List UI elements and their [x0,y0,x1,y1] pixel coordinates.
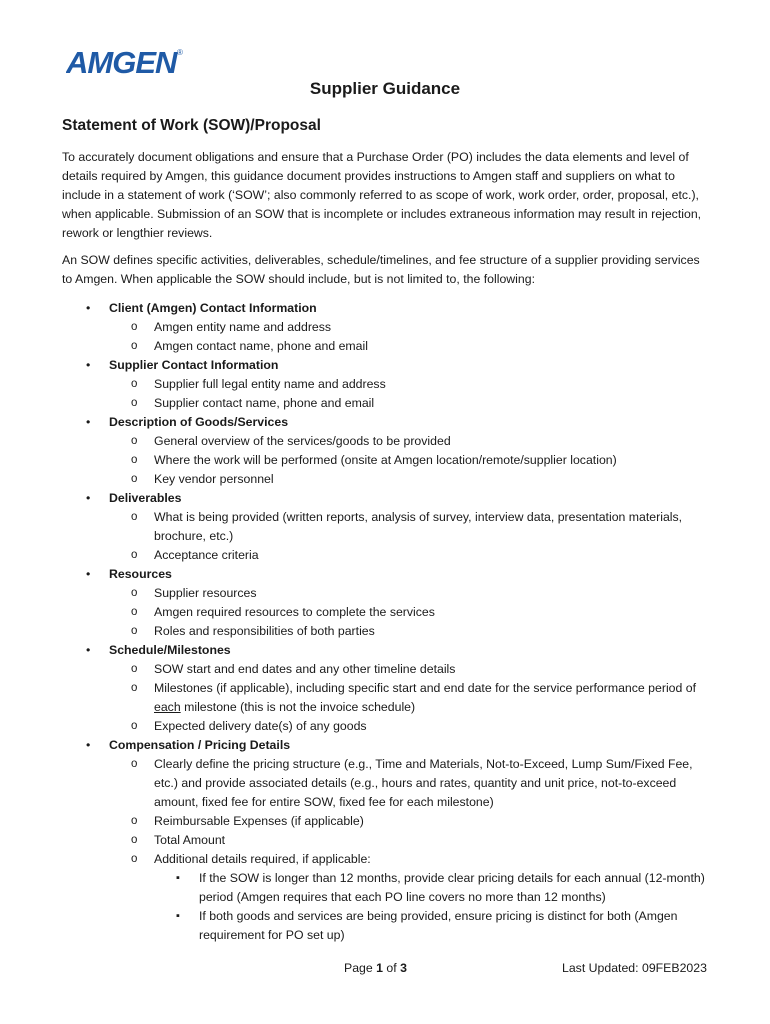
list-item: o General overview of the services/goods to be provided [0,432,770,451]
list-item: o SOW start and end dates and any other timeline details [0,660,770,679]
section-heading-compensation: • Compensation / Pricing Details [0,736,770,755]
section-heading-resources: • Resources [0,565,770,584]
page-total: 3 [400,961,407,975]
section-subtitle: Statement of Work (SOW)/Proposal [62,117,321,134]
list-item: o Expected delivery date(s) of any goods [0,717,770,736]
list-item: o Reimbursable Expenses (if applicable) [0,812,770,831]
list-item: o Roles and responsibilities of both parties [0,622,770,641]
milestone-text-underlined: each [154,700,181,714]
list-item: o Total Amount [0,831,770,850]
list-item: o Key vendor personnel [0,470,770,489]
list-item: o Supplier full legal entity name and address [0,375,770,394]
list-item-milestones [0,679,770,717]
list-item: o Where the work will be performed (onsite at Amgen location/remote/supplier location) [0,451,770,470]
milestone-text-after: milestone (this is not the invoice schedule) [180,700,416,714]
page-prefix: Page [344,961,377,975]
list-item: o Supplier resources [0,584,770,603]
requirements-list [0,299,770,945]
list-item: o Supplier contact name, phone and email [0,394,770,413]
page-current: 1 [376,961,383,975]
list-item: o Amgen entity name and address [0,318,770,337]
section-heading-supplier-contact: • Supplier Contact Information [0,356,770,375]
list-item: o Amgen required resources to complete the services [0,603,770,622]
list-item: o Acceptance criteria [0,546,770,565]
last-updated: Last Updated: 09FEB2023 [562,961,707,975]
sub-list-item: ▪ If both goods and services are being provided, ensure pricing is distinct for both (Amgen requirement for PO set up) [0,907,770,945]
page-title: Supplier Guidance [309,79,461,98]
amgen-logo [66,44,186,76]
list-item: o What is being provided (written reports, analysis of survey, interview data, presentation materials, brochure, etc.) [0,508,770,546]
milestone-text-before: Milestones (if applicable), including specific start and end date for the service performance period of [154,681,697,695]
list-item: o Clearly define the pricing structure (e.g., Time and Materials, Not-to-Exceed, Lump Sum/Fixed Fee, etc.) and provide associated details (e.g., hours and rates, quantity and unit price, not-to-exceed amount, fixed fee for entire SOW, fixed fee for each milestone) [0,755,770,812]
list-item: o Amgen contact name, phone and email [0,337,770,356]
list-item: o Additional details required, if applicable: [0,850,770,869]
logo-registered-mark: ® [177,48,183,57]
section-heading-client-contact: • Client (Amgen) Contact Information [0,299,770,318]
intro-paragraph: To accurately document obligations and ensure that a Purchase Order (PO) includes the data elements and level of details required by Amgen, this guidance document provides instructions to Amgen staff and suppliers on what to include in a statement of work (‘SOW’; also commonly referred to as scope of work, work order, order, proposal, etc.), when applicable. Submission of an SOW that is incomplete or includes extraneous information may result in rejection, rework or lengthier reviews. [62,150,702,240]
section-heading-schedule: • Schedule/Milestones [0,641,770,660]
page-number [344,961,407,975]
logo-text: AMGEN [66,45,177,76]
sub-list-item: ▪ If the SOW is longer than 12 months, provide clear pricing details for each annual (12-month) period (Amgen requires that each PO line covers no more than 12 months) [0,869,770,907]
section-heading-description: • Description of Goods/Services [0,413,770,432]
definition-paragraph: An SOW defines specific activities, deliverables, schedule/timelines, and fee structure of a supplier providing services to Amgen. When applicable the SOW should include, but is not limited to, the following: [62,253,700,286]
page-of: of [382,961,401,975]
section-heading-deliverables: • Deliverables [0,489,770,508]
